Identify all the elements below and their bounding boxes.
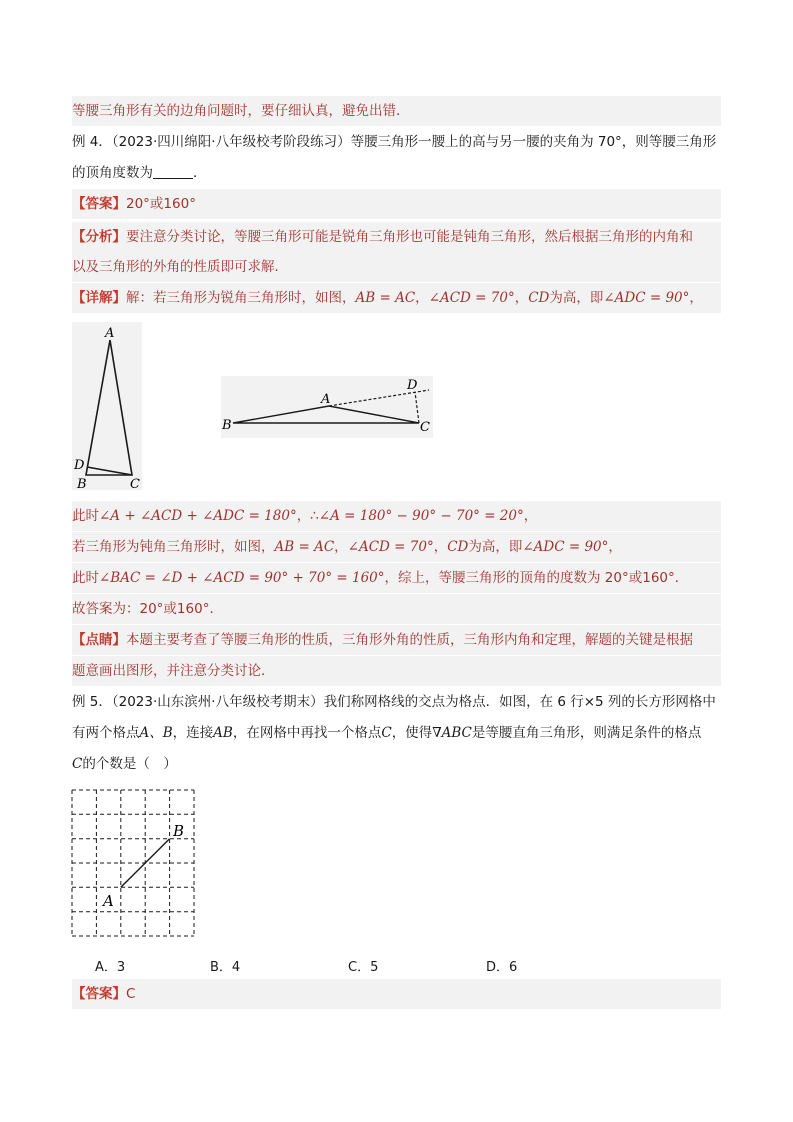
label-a: A: [321, 392, 331, 407]
example-5-math-2: AB: [213, 725, 233, 741]
detail-tag: 【详解】: [72, 290, 126, 306]
solution-1-math-2: ∠A = 180° − 90° − 70° = 20°: [318, 508, 524, 524]
analysis-text-2: 以及三角形的外角的性质即可求解．: [72, 259, 288, 275]
example-5-math-3: C: [381, 725, 392, 741]
grid-figure: [70, 788, 198, 940]
label-b: B: [173, 822, 185, 840]
example-5-text-2c: ，在网格中再找一个格点: [232, 725, 382, 741]
detail-line: [72, 283, 721, 313]
detail-sep-3: ，: [689, 290, 703, 306]
answer-5: [72, 979, 721, 1009]
solution-2-text-2: 为高，即: [468, 539, 523, 555]
example-4-text-1: 例 4．（2023·四川绵阳·八年级校考阶段练习）等腰三角形一腰上的高与另一腰的夹角为 70°，则等腰三角形: [72, 134, 717, 150]
comment-tag: 【点睛】: [72, 632, 126, 648]
answer-blank: [153, 164, 193, 179]
label-b: B: [222, 418, 232, 433]
intro-line: [72, 96, 721, 126]
solution-2-math-1: AB = AC: [274, 539, 335, 555]
example-5-text-2e: 是等腰直角三角形，则满足条件的格点: [471, 725, 702, 741]
solution-2-math-3: CD: [447, 539, 469, 555]
answer-value: 20°或160°: [126, 196, 196, 212]
option-c-label: C．5: [348, 960, 379, 975]
obtuse-triangle-figure: [221, 376, 433, 438]
option-d[interactable]: [486, 956, 517, 975]
label-b: B: [77, 477, 87, 492]
label-c: C: [130, 477, 140, 492]
example-5-text-3: 的个数是（ ）: [82, 756, 177, 772]
example-5-math-4: ∇ABC: [432, 725, 472, 741]
comment-line-2: [72, 656, 721, 686]
answer-5-tag: 【答案】: [72, 986, 126, 1002]
example-5-line-3: [72, 749, 721, 779]
example-4-line-2: [72, 158, 721, 188]
label-d: D: [74, 458, 85, 473]
solution-line-4: [72, 594, 721, 624]
solution-2-text-1: 若三角形为钝角三角形时，如图，: [72, 539, 275, 555]
acute-triangle-figure: [72, 322, 144, 492]
intro-text: 等腰三角形有关的边角问题时，要仔细认真，避免出错．: [72, 103, 410, 119]
solution-2-math-4: ∠ADC = 90°: [522, 539, 609, 555]
solution-2-sep-1: ，: [334, 539, 348, 555]
example-5-line-2: [72, 718, 721, 748]
detail-math-1: AB = AC: [355, 290, 416, 306]
comment-line-1: [72, 625, 721, 655]
analysis-text-1: 要注意分类讨论，等腰三角形可能是锐角三角形也可能是钝角三角形，然后根据三角形的内角和: [126, 229, 693, 245]
label-d: D: [407, 378, 418, 393]
option-d-label: D．6: [486, 960, 518, 975]
solution-2-sep-2: ，: [433, 539, 448, 555]
solution-1-text-1: 此时: [72, 508, 99, 524]
detail-sep-1: ，: [415, 290, 429, 306]
detail-math-2: ∠ACD = 70°: [428, 290, 515, 306]
answer-4: [72, 189, 721, 219]
example-5-text-2a: 有两个格点: [72, 725, 140, 741]
detail-math-4: ∠ADC = 90°: [603, 290, 690, 306]
detail-sep-2: ，: [514, 290, 529, 306]
example-5-text-2b: ，连接: [172, 725, 214, 741]
analysis-line-1: [72, 222, 721, 252]
solution-2-sep-3: ，: [608, 539, 622, 555]
solution-3-math-1: ∠BAC = ∠D + ∠ACD = 90° + 70° = 160°: [99, 570, 385, 586]
example-4-end: ．: [193, 165, 207, 181]
option-b-label: B．4: [210, 960, 241, 975]
solution-2-math-2: ∠ACD = 70°: [347, 539, 434, 555]
solution-line-1: [72, 501, 721, 531]
option-c[interactable]: [348, 956, 378, 975]
example-4-text-2: 的顶角度数为: [72, 165, 153, 181]
answer-5-value: C: [126, 986, 136, 1002]
solution-3-text-2: ，综上，等腰三角形的顶角的度数为 20°或160°．: [384, 570, 689, 586]
example-5-line-1: [72, 687, 721, 717]
solution-3-text-1: 此时: [72, 570, 99, 586]
answer-tag: 【答案】: [72, 196, 126, 212]
example-5-math-1: A、B: [139, 725, 173, 741]
comment-text-2: 题意画出图形，并注意分类讨论．: [72, 663, 275, 679]
analysis-tag: 【分析】: [72, 229, 126, 245]
analysis-line-2: [72, 252, 721, 282]
label-c: C: [420, 420, 430, 435]
option-a[interactable]: [95, 956, 125, 975]
solution-1-math-1: ∠A + ∠ACD + ∠ADC = 180°: [99, 508, 297, 524]
comment-text-1: 本题主要考查了等腰三角形的性质，三角形外角的性质，三角形内角和定理，解题的关键是根据: [126, 632, 693, 648]
solution-4-text: 故答案为：20°或160°．: [72, 601, 223, 617]
solution-line-3: [72, 563, 721, 593]
detail-math-3: CD: [528, 290, 550, 306]
label-a: A: [103, 892, 114, 910]
example-4-line-1: [72, 127, 721, 157]
detail-text-2: 为高，即: [549, 290, 604, 306]
example-5-math-5: C: [72, 756, 83, 772]
solution-1-text-2: ，∴: [296, 508, 319, 524]
detail-text-1: 解：若三角形为锐角三角形时，如图，: [126, 290, 356, 306]
option-a-label: A．3: [95, 960, 126, 975]
solution-line-2: [72, 532, 721, 562]
example-5-text-1: 例 5．（2023·山东滨州·八年级校考期末）我们称网格线的交点为格点．如图，在 6 行×5 列的长方形网格中: [72, 694, 716, 710]
option-b[interactable]: [210, 956, 240, 975]
solution-1-text-3: ，: [523, 508, 538, 524]
label-a: A: [105, 326, 115, 341]
example-5-text-2d: ，使得: [391, 725, 433, 741]
grid-lines: [72, 790, 194, 936]
